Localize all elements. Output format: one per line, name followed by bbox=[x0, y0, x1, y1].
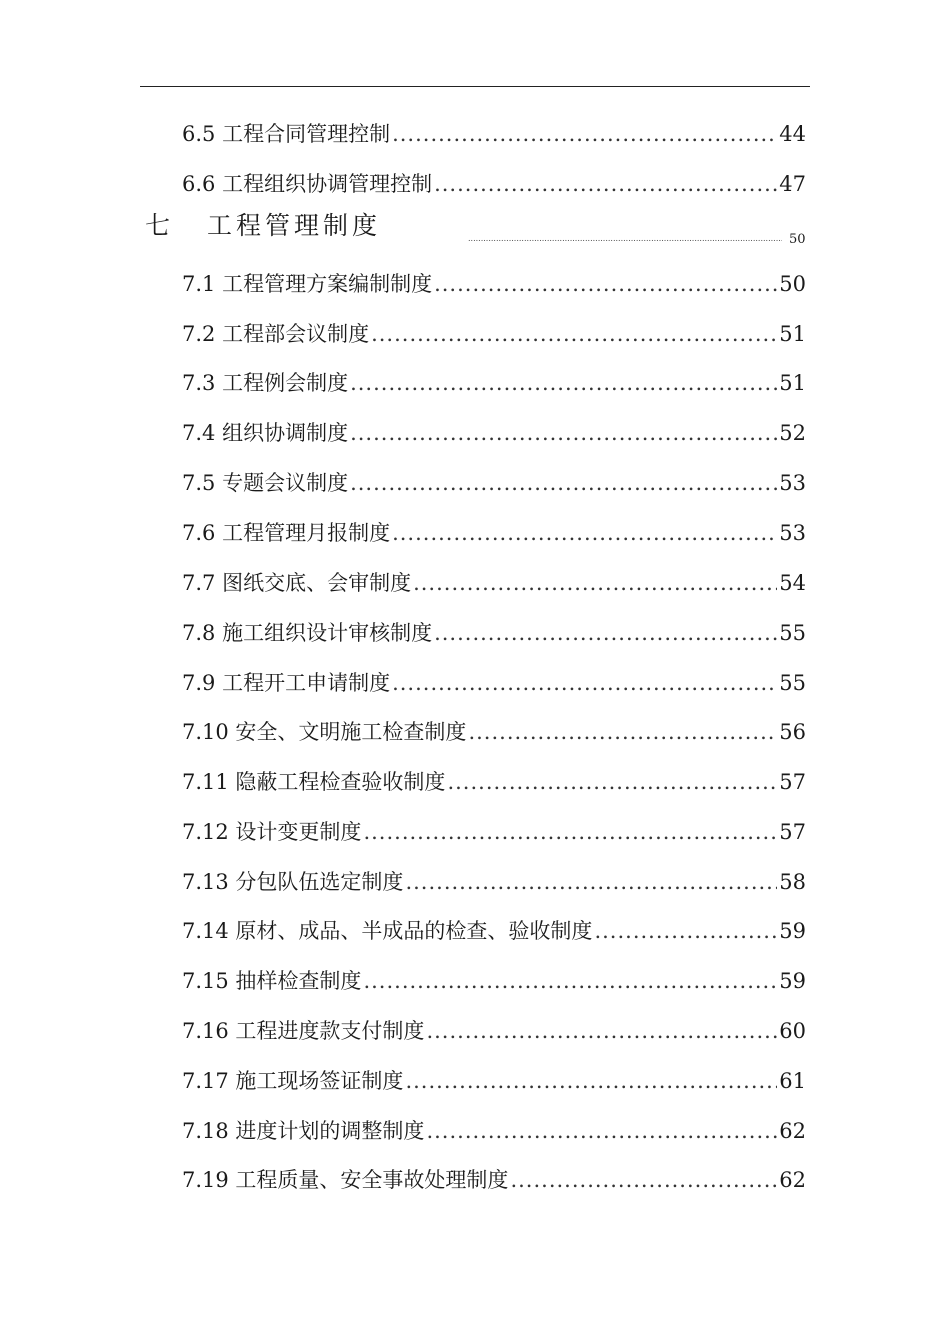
toc-page-number: 47 bbox=[779, 172, 806, 196]
toc-dot-leader bbox=[363, 817, 777, 847]
toc-page-number: 62 bbox=[779, 1119, 806, 1143]
toc-page-number: 44 bbox=[779, 122, 806, 146]
toc-dot-leader bbox=[426, 1016, 777, 1046]
toc-page-number: 55 bbox=[779, 671, 806, 695]
toc-page-number: 55 bbox=[779, 621, 806, 645]
toc-dot-leader bbox=[510, 1165, 777, 1195]
toc-entry-title: 7.16 工程进度款支付制度 bbox=[182, 1019, 425, 1043]
toc-entry-6-5[interactable] bbox=[182, 119, 806, 149]
toc-entry-title: 7.2 工程部会议制度 bbox=[182, 322, 370, 346]
toc-dot-leader bbox=[392, 518, 777, 548]
toc-page-number: 57 bbox=[779, 770, 806, 794]
toc-entry-title: 7.18 进度计划的调整制度 bbox=[182, 1119, 425, 1143]
toc-entry-7-3[interactable] bbox=[182, 368, 806, 398]
toc-page-number: 53 bbox=[779, 471, 806, 495]
header-rule bbox=[140, 86, 810, 87]
toc-entry-7-14[interactable] bbox=[182, 916, 806, 946]
toc-dot-leader bbox=[405, 1066, 777, 1096]
toc-entry-title: 7.3 工程例会制度 bbox=[182, 371, 349, 395]
toc-entry-title: 7.5 专题会议制度 bbox=[182, 471, 349, 495]
toc-dot-leader bbox=[434, 269, 777, 299]
toc-dot-leader bbox=[392, 668, 777, 698]
toc-entry-7-17[interactable] bbox=[182, 1066, 806, 1096]
toc-dot-leader bbox=[594, 916, 777, 946]
toc-page-number: 60 bbox=[779, 1019, 806, 1043]
toc-dot-leader bbox=[363, 966, 777, 996]
toc-entry-7-4[interactable] bbox=[182, 418, 806, 448]
toc-entry-title: 7.9 工程开工申请制度 bbox=[182, 671, 391, 695]
toc-entry-6-6[interactable] bbox=[182, 169, 806, 199]
toc-entry-7-13[interactable] bbox=[182, 867, 806, 897]
toc-entry-7-11[interactable] bbox=[182, 767, 806, 797]
toc-entry-title: 7.1 工程管理方案编制制度 bbox=[182, 272, 433, 296]
toc-page-number: 51 bbox=[779, 371, 806, 395]
toc-entry-7-19[interactable] bbox=[182, 1165, 806, 1195]
toc-entry-7-6[interactable] bbox=[182, 518, 806, 548]
toc-page-number: 59 bbox=[779, 919, 806, 943]
toc-dot-leader bbox=[434, 618, 777, 648]
toc-page-number: 57 bbox=[779, 820, 806, 844]
toc-dot-leader bbox=[468, 717, 777, 747]
toc-chapter-heading[interactable] bbox=[145, 208, 381, 244]
toc-entry-title: 7.12 设计变更制度 bbox=[182, 820, 362, 844]
toc-entry-7-2[interactable] bbox=[182, 319, 806, 349]
toc-dot-leader bbox=[350, 468, 777, 498]
toc-entry-title: 7.10 安全、文明施工检查制度 bbox=[182, 720, 467, 744]
toc-entry-title: 7.4 组织协调制度 bbox=[182, 421, 349, 445]
toc-entry-title: 7.14 原材、成品、半成品的检查、验收制度 bbox=[182, 919, 593, 943]
chapter-title: 工程管理制度 bbox=[207, 211, 382, 240]
toc-entry-7-8[interactable] bbox=[182, 618, 806, 648]
toc-entry-title: 7.6 工程管理月报制度 bbox=[182, 521, 391, 545]
toc-page-number: 53 bbox=[779, 521, 806, 545]
toc-dot-leader bbox=[413, 568, 777, 598]
toc-entry-7-1[interactable] bbox=[182, 269, 806, 299]
toc-dot-leader bbox=[405, 867, 777, 897]
toc-page-number: 54 bbox=[779, 571, 806, 595]
toc-entry-7-7[interactable] bbox=[182, 568, 806, 598]
toc-page-number: 61 bbox=[779, 1069, 806, 1093]
toc-page-number: 52 bbox=[779, 421, 806, 445]
toc-entry-7-10[interactable] bbox=[182, 717, 806, 747]
toc-entry-title: 7.8 施工组织设计审核制度 bbox=[182, 621, 433, 645]
toc-entry-title: 7.17 施工现场签证制度 bbox=[182, 1069, 404, 1093]
toc-entry-title: 7.13 分包队伍选定制度 bbox=[182, 870, 404, 894]
toc-entry-title: 6.6 工程组织协调管理控制 bbox=[182, 172, 433, 196]
toc-entry-title: 7.11 隐蔽工程检查验收制度 bbox=[182, 770, 446, 794]
toc-page-number: 58 bbox=[779, 870, 806, 894]
toc-entry-7-16[interactable] bbox=[182, 1016, 806, 1046]
toc-dot-leader bbox=[434, 169, 777, 199]
chapter-page-number: 50 bbox=[789, 232, 806, 247]
toc-dot-leader bbox=[392, 119, 777, 149]
toc-entry-title: 6.5 工程合同管理控制 bbox=[182, 122, 391, 146]
toc-dot-leader bbox=[350, 368, 777, 398]
toc-entry-7-12[interactable] bbox=[182, 817, 806, 847]
toc-dot-leader bbox=[447, 767, 777, 797]
chapter-dot-leader bbox=[468, 232, 782, 246]
toc-entry-7-5[interactable] bbox=[182, 468, 806, 498]
toc-entry-title: 7.15 抽样检查制度 bbox=[182, 969, 362, 993]
toc-dot-leader bbox=[371, 319, 777, 349]
toc-page-number: 62 bbox=[779, 1168, 806, 1192]
toc-entry-7-18[interactable] bbox=[182, 1116, 806, 1146]
toc-entry-title: 7.19 工程质量、安全事故处理制度 bbox=[182, 1168, 509, 1192]
toc-page-number: 51 bbox=[779, 322, 806, 346]
toc-entry-title: 7.7 图纸交底、会审制度 bbox=[182, 571, 412, 595]
toc-page-number: 56 bbox=[779, 720, 806, 744]
toc-entry-7-15[interactable] bbox=[182, 966, 806, 996]
chapter-number: 七 bbox=[145, 211, 175, 240]
toc-page-number: 50 bbox=[779, 272, 806, 296]
toc-dot-leader bbox=[350, 418, 777, 448]
toc-page-number: 59 bbox=[779, 969, 806, 993]
toc-dot-leader bbox=[426, 1116, 777, 1146]
toc-entry-7-9[interactable] bbox=[182, 668, 806, 698]
